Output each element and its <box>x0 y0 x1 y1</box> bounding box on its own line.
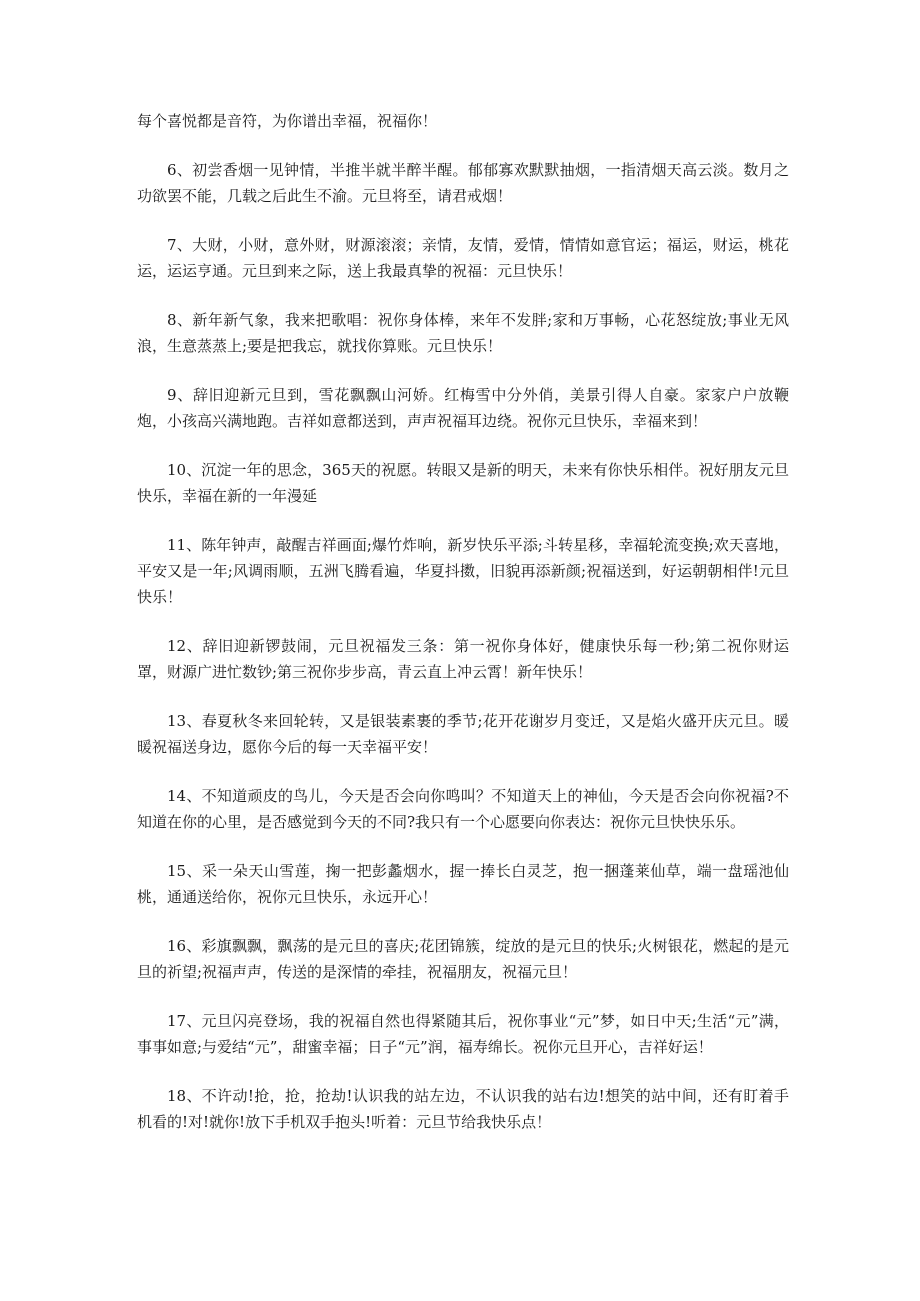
paragraph-17: 17、元旦闪亮登场，我的祝福自然也得紧随其后，祝你事业“元”梦，如日中天;生活“元”满，事事如意;与爱结“元”，甜蜜幸福；日子“元”润，福寿绵长。祝你元旦开心，吉祥好运！ <box>137 1012 789 1056</box>
paragraph-9: 9、辞旧迎新元旦到，雪花飘飘山河娇。红梅雪中分外俏，美景引得人自豪。家家户户放鞭炮，小孩高兴满地跑。吉祥如意都送到，声声祝福耳边绕。祝你元旦快乐，幸福来到！ <box>137 386 789 430</box>
paragraph-11: 11、陈年钟声，敲醒吉祥画面;爆竹炸响，新岁快乐平添;斗转星移，幸福轮流变换;欢天喜地，平安又是一年;风调雨顺，五洲飞腾看遍，华夏抖擞，旧貌再添新颜;祝福送到，好运朝朝相伴!元旦快乐！ <box>137 536 789 606</box>
paragraph-15: 15、采一朵天山雪莲，掬一把彭蠡烟水，握一捧长白灵芝，抱一捆蓬莱仙草，端一盘瑶池仙桃，通通送给你，祝你元旦快乐，永远开心！ <box>137 862 789 906</box>
paragraph-intro-tail: 每个喜悦都是音符，为你谱出幸福，祝福你！ <box>137 112 438 130</box>
paragraph-13: 13、春夏秋冬来回轮转，又是银装素裹的季节;花开花谢岁月变迁，又是焰火盛开庆元旦。暖暖祝福送身边，愿你今后的每一天幸福平安！ <box>137 712 789 756</box>
paragraph-14: 14、不知道顽皮的鸟儿，今天是否会向你鸣叫？不知道天上的神仙，今天是否会向你祝福?不知道在你的心里，是否感觉到今天的不同?我只有一个心愿要向你表达：祝你元旦快快乐乐。 <box>137 787 789 831</box>
paragraph-12: 12、辞旧迎新锣鼓闹，元旦祝福发三条：第一祝你身体好，健康快乐每一秒;第二祝你财运罩，财源广进忙数钞;第三祝你步步高，青云直上冲云霄！新年快乐！ <box>137 637 789 681</box>
paragraph-18: 18、不许动!抢，抢，抢劫!认识我的站左边，不认识我的站右边!想笑的站中间，还有盯着手机看的!对!就你!放下手机双手抱头!听着：元旦节给我快乐点！ <box>137 1087 789 1131</box>
paragraph-8: 8、新年新气象，我来把歌唱：祝你身体棒，来年不发胖;家和万事畅，心花怒绽放;事业无风浪，生意蒸蒸上;要是把我忘，就找你算账。元旦快乐！ <box>137 311 789 355</box>
document-body <box>137 108 789 1158</box>
paragraph-10: 10、沉淀一年的思念，365天的祝愿。转眼又是新的明天，未来有你快乐相伴。祝好朋友元旦快乐，幸福在新的一年漫延 <box>137 461 789 505</box>
paragraph-6: 6、初尝香烟一见钟情，半推半就半醉半醒。郁郁寡欢默默抽烟，一指清烟天高云淡。数月之功欲罢不能，几载之后此生不渝。元旦将至，请君戒烟！ <box>137 161 789 205</box>
paragraph-16: 16、彩旗飘飘，飘荡的是元旦的喜庆;花团锦簇，绽放的是元旦的快乐;火树银花，燃起的是元旦的祈望;祝福声声，传送的是深情的牵挂，祝福朋友，祝福元旦！ <box>137 937 789 981</box>
paragraph-7: 7、大财，小财，意外财，财源滚滚；亲情，友情，爱情，情情如意官运；福运，财运，桃花运，运运亨通。元旦到来之际，送上我最真挚的祝福：元旦快乐！ <box>137 236 789 280</box>
